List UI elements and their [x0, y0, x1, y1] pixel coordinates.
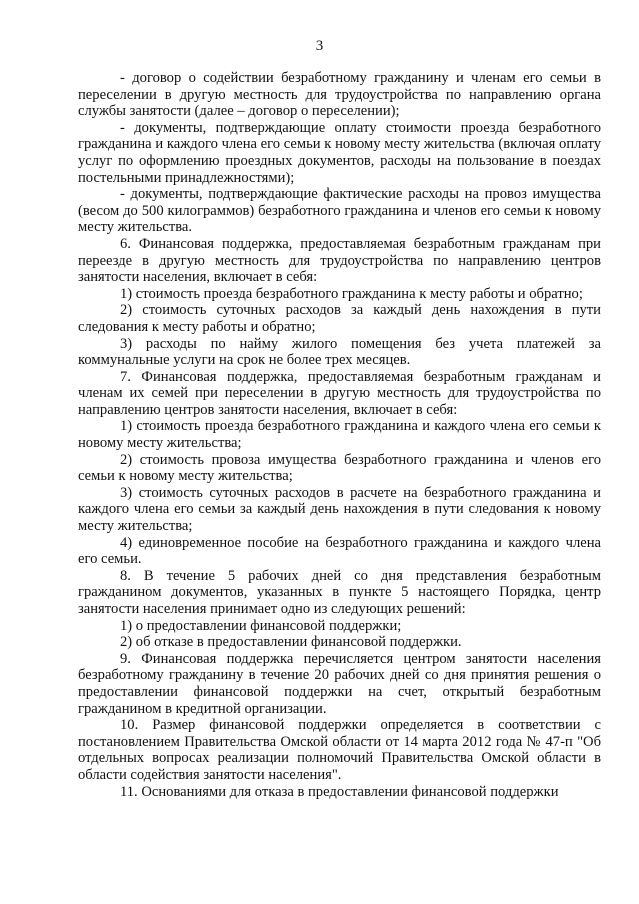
paragraph-section-8: 8. В течение 5 рабочих дней со дня представления безработным гражданином документов, указанных в пункте 5 настоящего Порядка, центр занятости населения принимает одно из следующих решений:: [78, 567, 601, 617]
paragraph-travel-payment-documents: - документы, подтверждающие оплату стоимости проезда безработного гражданина и каждого члена его семьи к новому месту жительства (включая оплату услуг по оформлению проездных документов, расходы на пользование в поездах постельными принадлежностями);: [78, 119, 601, 186]
paragraph-section-6: 6. Финансовая поддержка, предоставляемая безработным гражданам при переезде в другую местность для трудоустройства по направлению центров занятости населения, включает в себя:: [78, 235, 601, 286]
paragraph-section-9: 9. Финансовая поддержка перечисляется центром занятости населения безработному гражданину в течение 20 рабочих дней со дня принятия решения о предоставлении финансовой поддержки на счет, открытый безработным гражданином в кредитной организации.: [78, 650, 601, 717]
paragraph-section-8-item-2: 2) об отказе в предоставлении финансовой поддержки.: [120, 634, 462, 651]
paragraph-section-6-item-3: 3) расходы по найму жилого помещения без учета платежей за коммунальные услуги на срок не более трех месяцев.: [78, 335, 601, 369]
paragraph-section-6-item-1: 1) стоимость проезда безработного гражданина к месту работы и обратно;: [120, 285, 583, 302]
paragraph-section-7-item-3: 3) стоимость суточных расходов в расчете на безработного гражданина и каждого члена его семьи за каждый день нахождения в пути следования к новому месту жительства;: [78, 484, 601, 535]
page-number: 3: [315, 38, 324, 54]
paragraph-section-11: 11. Основаниями для отказа в предоставлении финансовой поддержки: [120, 783, 559, 800]
paragraph-section-6-item-2: 2) стоимость суточных расходов за каждый день нахождения в пути следования к месту работы и обратно;: [78, 302, 601, 335]
paragraph-section-10: 10. Размер финансовой поддержки определяется в соответствии с постановлением Правительства Омской области от 14 марта 2012 года № 47-п "Об отдельных вопросах реализации полномочий Правительства Омской области в области содействия занятости населения".: [78, 717, 601, 783]
paragraph-section-7: 7. Финансовая поддержка, предоставляемая безработным гражданам и членам их семей при переселении в другую местность для трудоустройства по направлению центров занятости населения, включает в себя:: [78, 368, 601, 418]
paragraph-section-7-item-4: 4) единовременное пособие на безработного гражданина и каждого члена его семьи.: [78, 534, 601, 568]
paragraph-relocation-agreement: - договор о содействии безработному гражданину и членам его семьи в переселении в другую местность для трудоустройства по направлению органа службы занятости (далее – договор о переселении);: [78, 70, 601, 120]
paragraph-property-transport-documents: - документы, подтверждающие фактические расходы на провоз имущества (весом до 500 килограммов) безработного гражданина и членов его семьи к новому месту жительства.: [78, 186, 601, 236]
paragraph-section-7-item-2: 2) стоимость провоза имущества безработного гражданина и членов его семьи к новому месту жительства;: [78, 451, 601, 485]
document-body: [78, 70, 601, 800]
paragraph-section-7-item-1: 1) стоимость проезда безработного гражданина и каждого члена его семьи к новому месту жительства;: [78, 418, 601, 452]
paragraph-section-8-item-1: 1) о предоставлении финансовой поддержки;: [120, 617, 402, 634]
